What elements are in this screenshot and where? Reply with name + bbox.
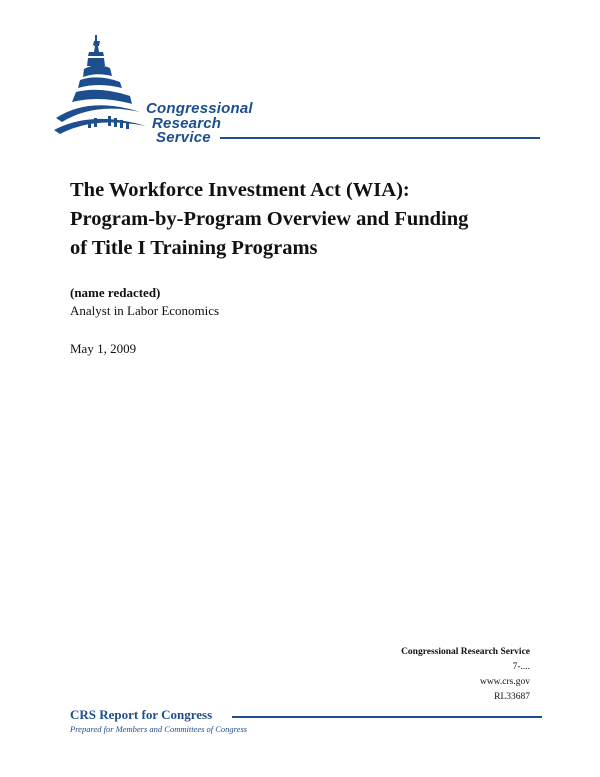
- report-title: [70, 176, 550, 263]
- crs-org-name: Congressional Research Service: [401, 647, 530, 657]
- author-name: (name redacted): [70, 285, 161, 300]
- crs-website: www.crs.gov: [479, 677, 530, 687]
- report-date: May 1, 2009: [70, 341, 137, 356]
- logo-divider: [220, 137, 540, 139]
- footer-divider: [232, 716, 542, 718]
- report-title-line-3: of Title I Training Programs: [70, 237, 318, 259]
- crs-info-block: [401, 645, 530, 705]
- logo-line-congressional: Congressional: [146, 100, 253, 117]
- report-title-line-1: The Workforce Investment Act (WIA):: [70, 179, 410, 201]
- crs-code: 7-....: [512, 662, 530, 672]
- crs-logo: [50, 32, 550, 152]
- footer-heading: CRS Report for Congress: [70, 707, 213, 722]
- capitol-dome-icon: [50, 32, 150, 147]
- crs-report-number: RL33687: [494, 692, 530, 702]
- footer-subheading: Prepared for Members and Committees of Congress: [70, 724, 248, 734]
- logo-line-research: Research: [152, 114, 222, 132]
- author-role: Analyst in Labor Economics: [70, 303, 220, 318]
- logo-line-service: Service: [156, 129, 211, 146]
- report-title-line-2: Program-by-Program Overview and Funding: [70, 208, 469, 230]
